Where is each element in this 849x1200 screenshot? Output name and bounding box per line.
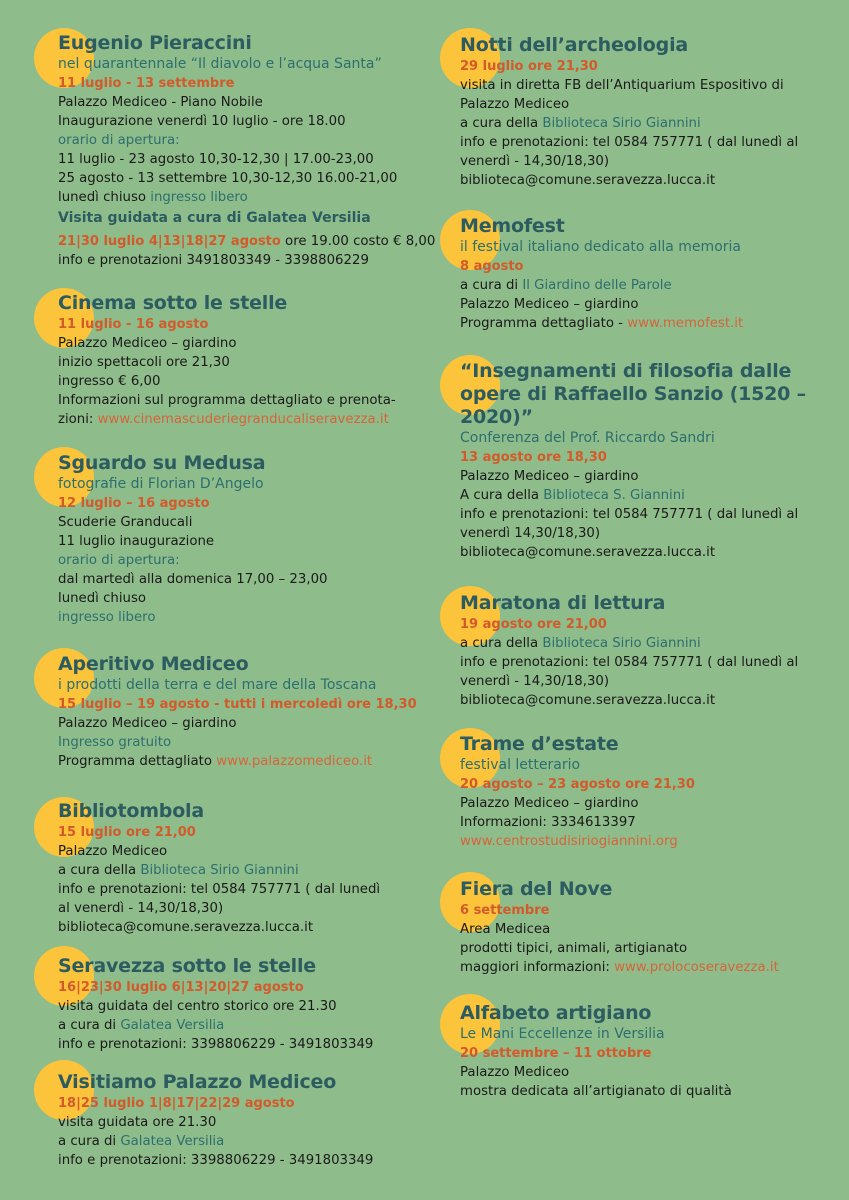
event-content	[460, 1002, 732, 1101]
info-text: info e prenotazioni: tel 0584 757771 ( dal lunedì	[58, 882, 381, 897]
info-text: Inaugurazione venerdì 10 luglio - ore 18.00	[58, 114, 346, 129]
event-date: 16|23|30 luglio 6|13|20|27 agosto	[58, 980, 304, 995]
event-date: 20 agosto – 23 agosto ore 21,30	[460, 777, 695, 792]
info-text: ingresso libero	[58, 610, 156, 625]
event-content	[58, 292, 396, 429]
event-info-line	[460, 958, 779, 977]
info-text: a cura della	[58, 863, 141, 878]
event-info-line	[58, 752, 417, 771]
event-info-line	[460, 939, 779, 958]
event-subtitle: Conferenza del Prof. Riccardo Sandri	[460, 430, 715, 446]
info-text: venerdì - 14,30/18,30)	[460, 674, 610, 689]
event-info-line	[58, 353, 396, 372]
event-block	[58, 955, 373, 1054]
event-date: 29 luglio ore 21,30	[460, 59, 598, 74]
event-info-line	[58, 608, 328, 627]
organizer-name: Biblioteca Sirio Giannini	[542, 116, 701, 131]
event-info-line	[460, 543, 806, 562]
info-text: Programma dettagliato -	[460, 316, 628, 331]
event-block	[460, 1002, 732, 1101]
info-text: venerdì 14,30/18,30)	[460, 526, 601, 541]
event-info-line	[460, 171, 798, 190]
event-content	[58, 800, 380, 937]
info-text: Informazioni: 3334613397	[460, 815, 636, 830]
event-date: 11 luglio - 16 agosto	[58, 317, 209, 332]
event-title: Sguardo su Medusa	[58, 452, 266, 474]
event-title: Bibliotombola	[58, 800, 204, 822]
organizer-name: Il Giardino delle Parole	[522, 278, 672, 293]
event-title: Eugenio Pieraccini	[58, 32, 252, 54]
guided-date-list: 21|30 luglio 4|13|18|27 agosto	[58, 234, 281, 249]
website-link[interactable]: www.cinemascuderiegranducaliseravezza.it	[97, 412, 389, 427]
event-block	[460, 592, 798, 710]
event-subtitle: festival letterario	[460, 757, 581, 773]
event-info-line	[58, 861, 380, 880]
event-block	[58, 1071, 373, 1170]
info-text: info e prenotazioni: tel 0584 757771 ( dal lunedì al	[460, 507, 799, 522]
event-info-line	[460, 653, 798, 672]
event-info-line	[460, 691, 798, 710]
info-text: Palazzo Mediceo – giardino	[58, 336, 237, 351]
info-text: Ingresso gratuito	[58, 735, 172, 750]
info-text: info e prenotazioni: 3398806229 - 3491803349	[58, 1153, 374, 1168]
info-text: Programma dettagliato	[58, 754, 217, 769]
event-content	[460, 592, 798, 710]
event-content	[460, 34, 798, 190]
organizer-name: Galatea Versilia	[120, 1134, 225, 1149]
info-text: Palazzo Mediceo - Piano Nobile	[58, 95, 263, 110]
event-info-line	[460, 276, 743, 295]
info-text: Palazzo Mediceo	[460, 1065, 570, 1080]
event-info-line	[58, 169, 435, 188]
event-info-line	[58, 1113, 373, 1132]
event-block	[460, 360, 806, 562]
info-text: Palazzo Mediceo	[58, 844, 168, 859]
event-info-line	[58, 150, 435, 169]
event-info-line	[460, 152, 798, 171]
info-text: Informazioni sul programma dettagliato e prenota-	[58, 393, 396, 408]
info-text: orario di apertura:	[58, 133, 180, 148]
event-subtitle: il festival italiano dedicato alla memoria	[460, 239, 741, 255]
organizer-name: Biblioteca Sirio Giannini	[542, 636, 701, 651]
event-subtitle: nel quarantennale “Il diavolo e l’acqua Santa”	[58, 56, 382, 72]
info-text: biblioteca@comune.seravezza.lucca.it	[460, 173, 716, 188]
event-info-line	[460, 314, 743, 333]
info-text: maggiori informazioni:	[460, 960, 615, 975]
info-text: a cura della	[460, 636, 543, 651]
event-info-line: info e prenotazioni 3491803349 - 3398806229	[58, 253, 369, 268]
event-info-line	[58, 733, 417, 752]
event-info-line	[460, 524, 806, 543]
event-date: 11 luglio - 13 settembre	[58, 76, 235, 91]
event-info-line	[58, 570, 328, 589]
info-text: a cura di	[58, 1018, 121, 1033]
info-text: orario di apertura:	[58, 553, 180, 568]
organizer-name: Biblioteca Sirio Giannini	[140, 863, 299, 878]
organizer-name: Galatea Versilia	[120, 1018, 225, 1033]
event-date: 19 agosto ore 21,00	[460, 617, 607, 632]
event-subtitle: Le Mani Eccellenze in Versilia	[460, 1026, 665, 1042]
event-info-line	[460, 832, 695, 851]
event-info-line	[460, 1082, 732, 1101]
info-text: visita guidata del centro storico ore 21.30	[58, 999, 337, 1014]
event-info-line	[58, 899, 380, 918]
event-info-line	[58, 589, 328, 608]
event-content	[460, 215, 743, 333]
event-info-line	[460, 920, 779, 939]
event-info-line	[58, 997, 373, 1016]
event-info-line	[58, 1132, 373, 1151]
info-text: info e prenotazioni: tel 0584 757771 ( dal lunedì al	[460, 655, 799, 670]
event-block	[58, 452, 328, 627]
event-info-line	[58, 532, 328, 551]
info-text: biblioteca@comune.seravezza.lucca.it	[460, 693, 716, 708]
event-info-line	[460, 1063, 732, 1082]
event-info-line	[58, 1016, 373, 1035]
info-text: 11 luglio inaugurazione	[58, 534, 215, 549]
organizer-name: ingresso libero	[150, 190, 248, 205]
website-link[interactable]: www.memofest.it	[627, 316, 744, 331]
event-subtitle: i prodotti della terra e del mare della Toscana	[58, 677, 377, 693]
info-text: Area Medicea	[460, 922, 551, 937]
info-text: biblioteca@comune.seravezza.lucca.it	[460, 545, 716, 560]
event-block	[460, 878, 779, 977]
event-title: Memofest	[460, 215, 565, 237]
event-title: Fiera del Nove	[460, 878, 613, 900]
info-text: lunedì chiuso	[58, 591, 147, 606]
event-info-line	[58, 334, 396, 353]
event-title: Trame d’estate	[460, 733, 619, 755]
event-block	[460, 215, 743, 333]
info-text: A cura della	[460, 488, 544, 503]
event-content	[58, 955, 373, 1054]
event-title: Notti dell’archeologia	[460, 34, 688, 56]
info-text: Palazzo Mediceo – giardino	[460, 796, 639, 811]
info-text: Palazzo Mediceo – giardino	[460, 469, 639, 484]
event-date: 15 luglio ore 21,00	[58, 825, 196, 840]
info-text: venerdì - 14,30/18,30)	[460, 154, 610, 169]
event-info-line	[460, 114, 798, 133]
info-text: biblioteca@comune.seravezza.lucca.it	[58, 920, 314, 935]
event-title: Maratona di lettura	[460, 592, 666, 614]
event-date: 15 luglio – 19 agosto - tutti i mercoledì ore 18,30	[58, 697, 417, 712]
event-content	[58, 1071, 373, 1170]
event-title: Cinema sotto le stelle	[58, 292, 288, 314]
event-info-line	[460, 634, 798, 653]
event-content	[460, 733, 695, 851]
event-date: 18|25 luglio 1|8|17|22|29 agosto	[58, 1096, 295, 1111]
info-text: info e prenotazioni: 3398806229 - 3491803349	[58, 1037, 374, 1052]
website-link[interactable]: www.prolocoseravezza.it	[614, 960, 779, 975]
event-info-line	[58, 410, 396, 429]
event-info-line	[58, 372, 396, 391]
info-text: Palazzo Mediceo	[460, 97, 570, 112]
event-block	[58, 800, 380, 937]
event-info-line	[460, 467, 806, 486]
event-info-line	[58, 551, 328, 570]
event-info-line	[460, 794, 695, 813]
info-text: lunedì chiuso	[58, 190, 151, 205]
event-block	[460, 34, 798, 190]
info-text: a cura della	[460, 116, 543, 131]
event-date: 12 luglio – 16 agosto	[58, 496, 210, 511]
event-title: “Insegnamenti di filosofia dalle	[460, 360, 792, 382]
event-content	[58, 653, 417, 771]
guided-tour-dates	[58, 232, 435, 251]
event-block	[460, 733, 695, 851]
event-info-line	[58, 842, 380, 861]
event-info-line	[460, 95, 798, 114]
info-text: visita guidata ore 21.30	[58, 1115, 217, 1130]
event-info-line	[58, 918, 380, 937]
event-content	[58, 452, 328, 627]
info-text: a cura di	[460, 278, 523, 293]
event-info-line	[58, 131, 435, 150]
event-info-line	[460, 76, 798, 95]
event-info-line	[58, 1035, 373, 1054]
event-date: 13 agosto ore 18,30	[460, 450, 607, 465]
event-info-line	[460, 672, 798, 691]
event-content	[460, 878, 779, 977]
event-info-line	[460, 133, 798, 152]
event-info-line	[58, 188, 435, 207]
guided-tour-heading: Visita guidata a cura di Galatea Versilia	[58, 210, 371, 226]
website-link[interactable]: www.centrostudisiriogiannini.org	[460, 834, 678, 849]
event-info-line	[58, 93, 435, 112]
event-info-line	[460, 295, 743, 314]
event-info-line	[58, 391, 396, 410]
event-info-line	[58, 1151, 373, 1170]
guided-time-cost: ore 19.00 costo € 8,00	[280, 234, 436, 249]
info-text: Palazzo Mediceo – giardino	[58, 716, 237, 731]
info-text: visita in diretta FB dell’Antiquarium Espositivo di	[460, 78, 784, 93]
event-title: Alfabeto artigiano	[460, 1002, 652, 1024]
info-text: 25 agosto - 13 settembre 10,30-12,30 16.00-21,00	[58, 171, 398, 186]
website-link[interactable]: www.palazzomediceo.it	[216, 754, 373, 769]
event-block	[58, 653, 417, 771]
event-info-line	[58, 513, 328, 532]
event-info-line	[58, 714, 417, 733]
info-text: Palazzo Mediceo – giardino	[460, 297, 639, 312]
event-date: 20 settembre – 11 ottobre	[460, 1046, 652, 1061]
event-info-line	[460, 813, 695, 832]
info-text: prodotti tipici, animali, artigianato	[460, 941, 688, 956]
event-title: opere di Raffaello Sanzio (1520 –	[460, 383, 806, 405]
event-content	[460, 360, 806, 562]
info-text: mostra dedicata all’artigianato di qualità	[460, 1084, 732, 1099]
info-text: dal martedì alla domenica 17,00 – 23,00	[58, 572, 328, 587]
event-info-line	[460, 486, 806, 505]
info-text: zioni:	[58, 412, 98, 427]
event-block	[58, 32, 435, 270]
event-title: Seravezza sotto le stelle	[58, 955, 316, 977]
info-text: ingresso € 6,00	[58, 374, 161, 389]
event-title: 2020)”	[460, 406, 533, 428]
info-text: a cura di	[58, 1134, 121, 1149]
info-text: 11 luglio - 23 agosto 10,30-12,30 | 17.00-23,00	[58, 152, 374, 167]
event-info-line	[58, 112, 435, 131]
event-title: Aperitivo Mediceo	[58, 653, 249, 675]
organizer-name: Biblioteca S. Giannini	[543, 488, 685, 503]
event-info-line	[58, 880, 380, 899]
event-title: Visitiamo Palazzo Mediceo	[58, 1071, 337, 1093]
info-text: info e prenotazioni: tel 0584 757771 ( dal lunedì al	[460, 135, 799, 150]
info-text: al venerdì - 14,30/18,30)	[58, 901, 224, 916]
info-text: inizio spettacoli ore 21,30	[58, 355, 230, 370]
info-text: Scuderie Granducali	[58, 515, 193, 530]
event-subtitle: fotografie di Florian D’Angelo	[58, 476, 264, 492]
event-date: 6 settembre	[460, 903, 550, 918]
event-block	[58, 292, 396, 429]
event-content	[58, 32, 435, 270]
event-date: 8 agosto	[460, 259, 524, 274]
event-info-line	[460, 505, 806, 524]
